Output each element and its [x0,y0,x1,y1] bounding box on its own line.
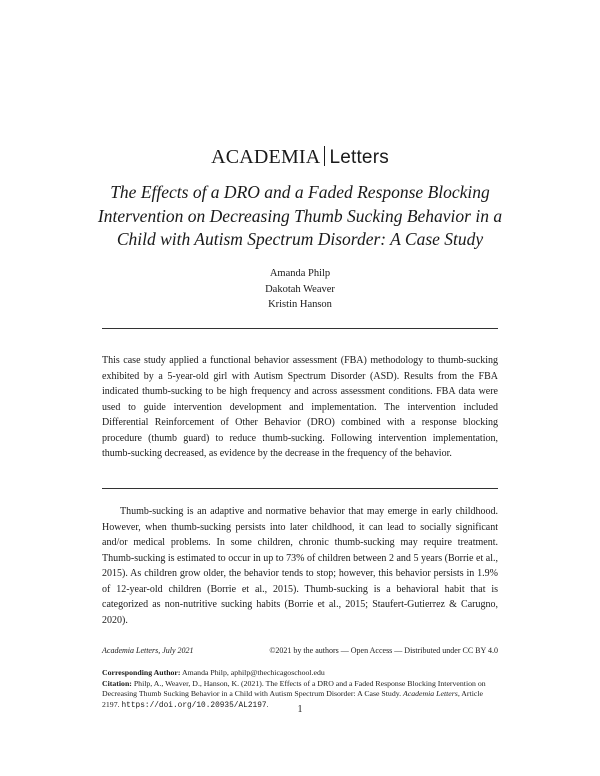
author-name: Kristin Hanson [268,299,332,310]
paper-title: The Effects of a DRO and a Faded Response Blocking Intervention on Decreasing Thumb Sucking Behavior in a Child with Autism Spectrum Disorder: A Case Study [97,182,503,249]
masthead-divider [324,146,325,166]
masthead-brand: ACADEMIA [211,146,321,168]
author-name: Amanda Philp [269,268,331,279]
footer-license-line [102,646,498,655]
author-list [0,266,600,313]
corresponding-author-text: Amanda Philp, aphilp@thechicagoschool.edu [182,668,325,677]
citation-end: . [266,699,269,709]
masthead-section: Letters [329,147,389,168]
footer-license: ©2021 by the authors — Open Access — Distributed under CC BY 4.0 [269,646,498,655]
citation-text: Philp, A., Weaver, D., Hanson, K. (2021). The Effects of a DRO and a Faded Response Blocking Intervention on Decreasing Thumb Sucking Behavior in a Child with Autism Spectrum Disorder: A Case Study. [102,678,486,698]
abstract-top-rule [102,328,498,329]
footer-journal: Academia Letters, July 2021 [102,646,194,655]
body-paragraph: Thumb-sucking is an adaptive and normative behavior that may emerge in early childhood. However, when thumb-sucking persists into later childhood, it can lead to socially significant and/or medical problems. In some children, chronic thumb-sucking may require treatment. Thumb-sucking is estimated to occur in up to 73% of children between 2 and 5 years (Borrie et al., 2015). As children grow older, the behavior tends to stop; however, this behavior persists in 1.9% of 12-year-old children (Borrie et al., 2015). Thumb-sucking is a behavioral habit that is categorized as non-nutritive sucking habits (Borrie et al., 2015; Staufert-Gutierrez & Carugno, 2020). [102,506,498,626]
abstract-text: This case study applied a functional behavior assessment (FBA) methodology to thumb-sucking exhibited by a 5-year-old girl with Autism Spectrum Disorder (ASD). Results from the FBA indicated thumb-sucking to be high frequency and across assessment conditions. FBA data were used to guide intervention development and implementation. The intervention included Differential Reinforcement of Other Behavior (DRO) combined with a response blocking procedure (thumb guard) to reduce thumb-sucking. Following intervention implementation, thumb-sucking decreased, as evidence by the decrease in the frequency of the behavior. [102,355,498,459]
corresponding-author-label: Corresponding Author: [102,668,181,677]
citation-label: Citation: [102,678,132,688]
corresponding-author [102,668,502,679]
page-number: 1 [297,704,303,715]
author-name: Dakotah Weaver [265,283,335,295]
masthead [0,146,600,169]
citation-article: , Article 2197. [102,689,483,709]
citation-doi-link[interactable]: https://doi.org/10.20935/AL2197 [121,701,267,710]
citation-journal: Academia Letters [403,689,458,698]
abstract-bottom-rule [102,488,498,489]
